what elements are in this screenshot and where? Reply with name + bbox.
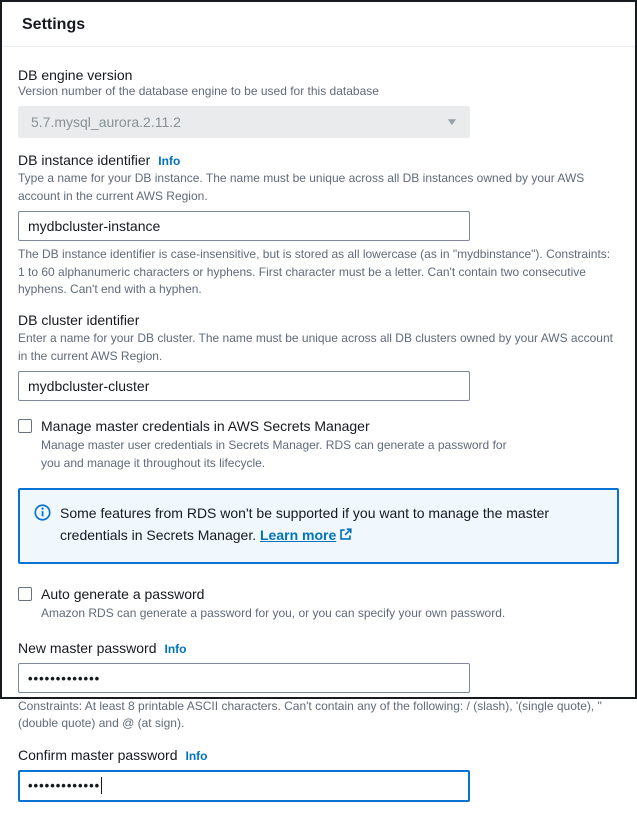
secrets-manager-label[interactable]: Manage master credentials in AWS Secrets Manager — [41, 418, 370, 435]
db-cluster-identifier-field — [18, 312, 617, 401]
db-instance-identifier-constraint: The DB instance identifier is case-insensitive, but is stored as all lowercase (as in "mydbinstance"). Constraints: 1 to 60 alphanumeric characters or hyphens. First character must be a letter. Can't contain two consecutive hyphens. Can't end with a hyphen. — [18, 247, 611, 296]
db-instance-identifier-info-link[interactable]: Info — [158, 154, 181, 169]
db-cluster-identifier-label: DB cluster identifier — [18, 312, 140, 329]
db-engine-version-select[interactable] — [18, 106, 470, 138]
db-cluster-identifier-description: Enter a name for your DB cluster. The name must be unique across all DB clusters owned by your AWS account in the current AWS Region. — [18, 331, 613, 363]
alert-text: Some features from RDS won't be supported if you want to manage the master credentials in Secrets Manager. — [60, 504, 550, 544]
auto-generate-password-field — [18, 586, 617, 622]
external-link-icon — [339, 528, 352, 544]
new-master-password-label: New master password — [18, 640, 157, 657]
db-engine-version-value: 5.7.mysql_aurora.2.11.2 — [31, 114, 181, 131]
db-cluster-identifier-input[interactable] — [18, 371, 470, 401]
db-instance-identifier-field — [18, 152, 617, 298]
secrets-manager-field — [18, 418, 617, 472]
new-master-password-field — [18, 640, 617, 733]
secrets-manager-checkbox[interactable] — [18, 419, 32, 433]
auto-generate-password-checkbox[interactable] — [18, 587, 32, 601]
db-instance-identifier-input[interactable] — [18, 211, 470, 241]
new-master-password-info-link[interactable]: Info — [164, 642, 187, 657]
db-instance-identifier-label: DB instance identifier — [18, 152, 151, 169]
alert-message — [60, 502, 603, 548]
new-master-password-constraint: Constraints: At least 8 printable ASCII characters. Can't contain any of the following: / (slash), '(single quote), "(double quote) and @ (at sign). — [18, 699, 602, 731]
auto-generate-password-label[interactable]: Auto generate a password — [41, 585, 205, 602]
confirm-master-password-field — [18, 747, 617, 802]
secrets-manager-description: Manage master user credentials in Secrets Manager. RDS can generate a password for you and manage it throughout its lifecycle. — [41, 438, 507, 470]
confirm-master-password-value: ••••••••••••• — [28, 778, 101, 794]
db-engine-version-field — [18, 67, 617, 138]
panel-title: Settings — [22, 16, 86, 33]
panel-body — [2, 47, 635, 816]
panel-header — [2, 2, 635, 47]
confirm-master-password-label: Confirm master password — [18, 746, 178, 763]
db-instance-identifier-description: Type a name for your DB instance. The name must be unique across all DB instances owned by your AWS account in the current AWS Region. — [18, 171, 585, 203]
info-icon — [34, 502, 51, 548]
new-master-password-input[interactable] — [18, 663, 470, 693]
db-engine-version-label: DB engine version — [18, 67, 133, 83]
learn-more-link[interactable]: Learn more — [260, 527, 337, 544]
db-engine-version-description: Version number of the database engine to be used for this database — [18, 84, 379, 98]
info-alert — [18, 488, 619, 564]
confirm-master-password-input[interactable] — [18, 770, 470, 802]
confirm-master-password-info-link[interactable]: Info — [185, 748, 208, 763]
auto-generate-password-description: Amazon RDS can generate a password for you, or you can specify your own password. — [41, 605, 506, 620]
text-caret — [101, 777, 102, 794]
chevron-down-icon: ▼ — [445, 116, 459, 128]
